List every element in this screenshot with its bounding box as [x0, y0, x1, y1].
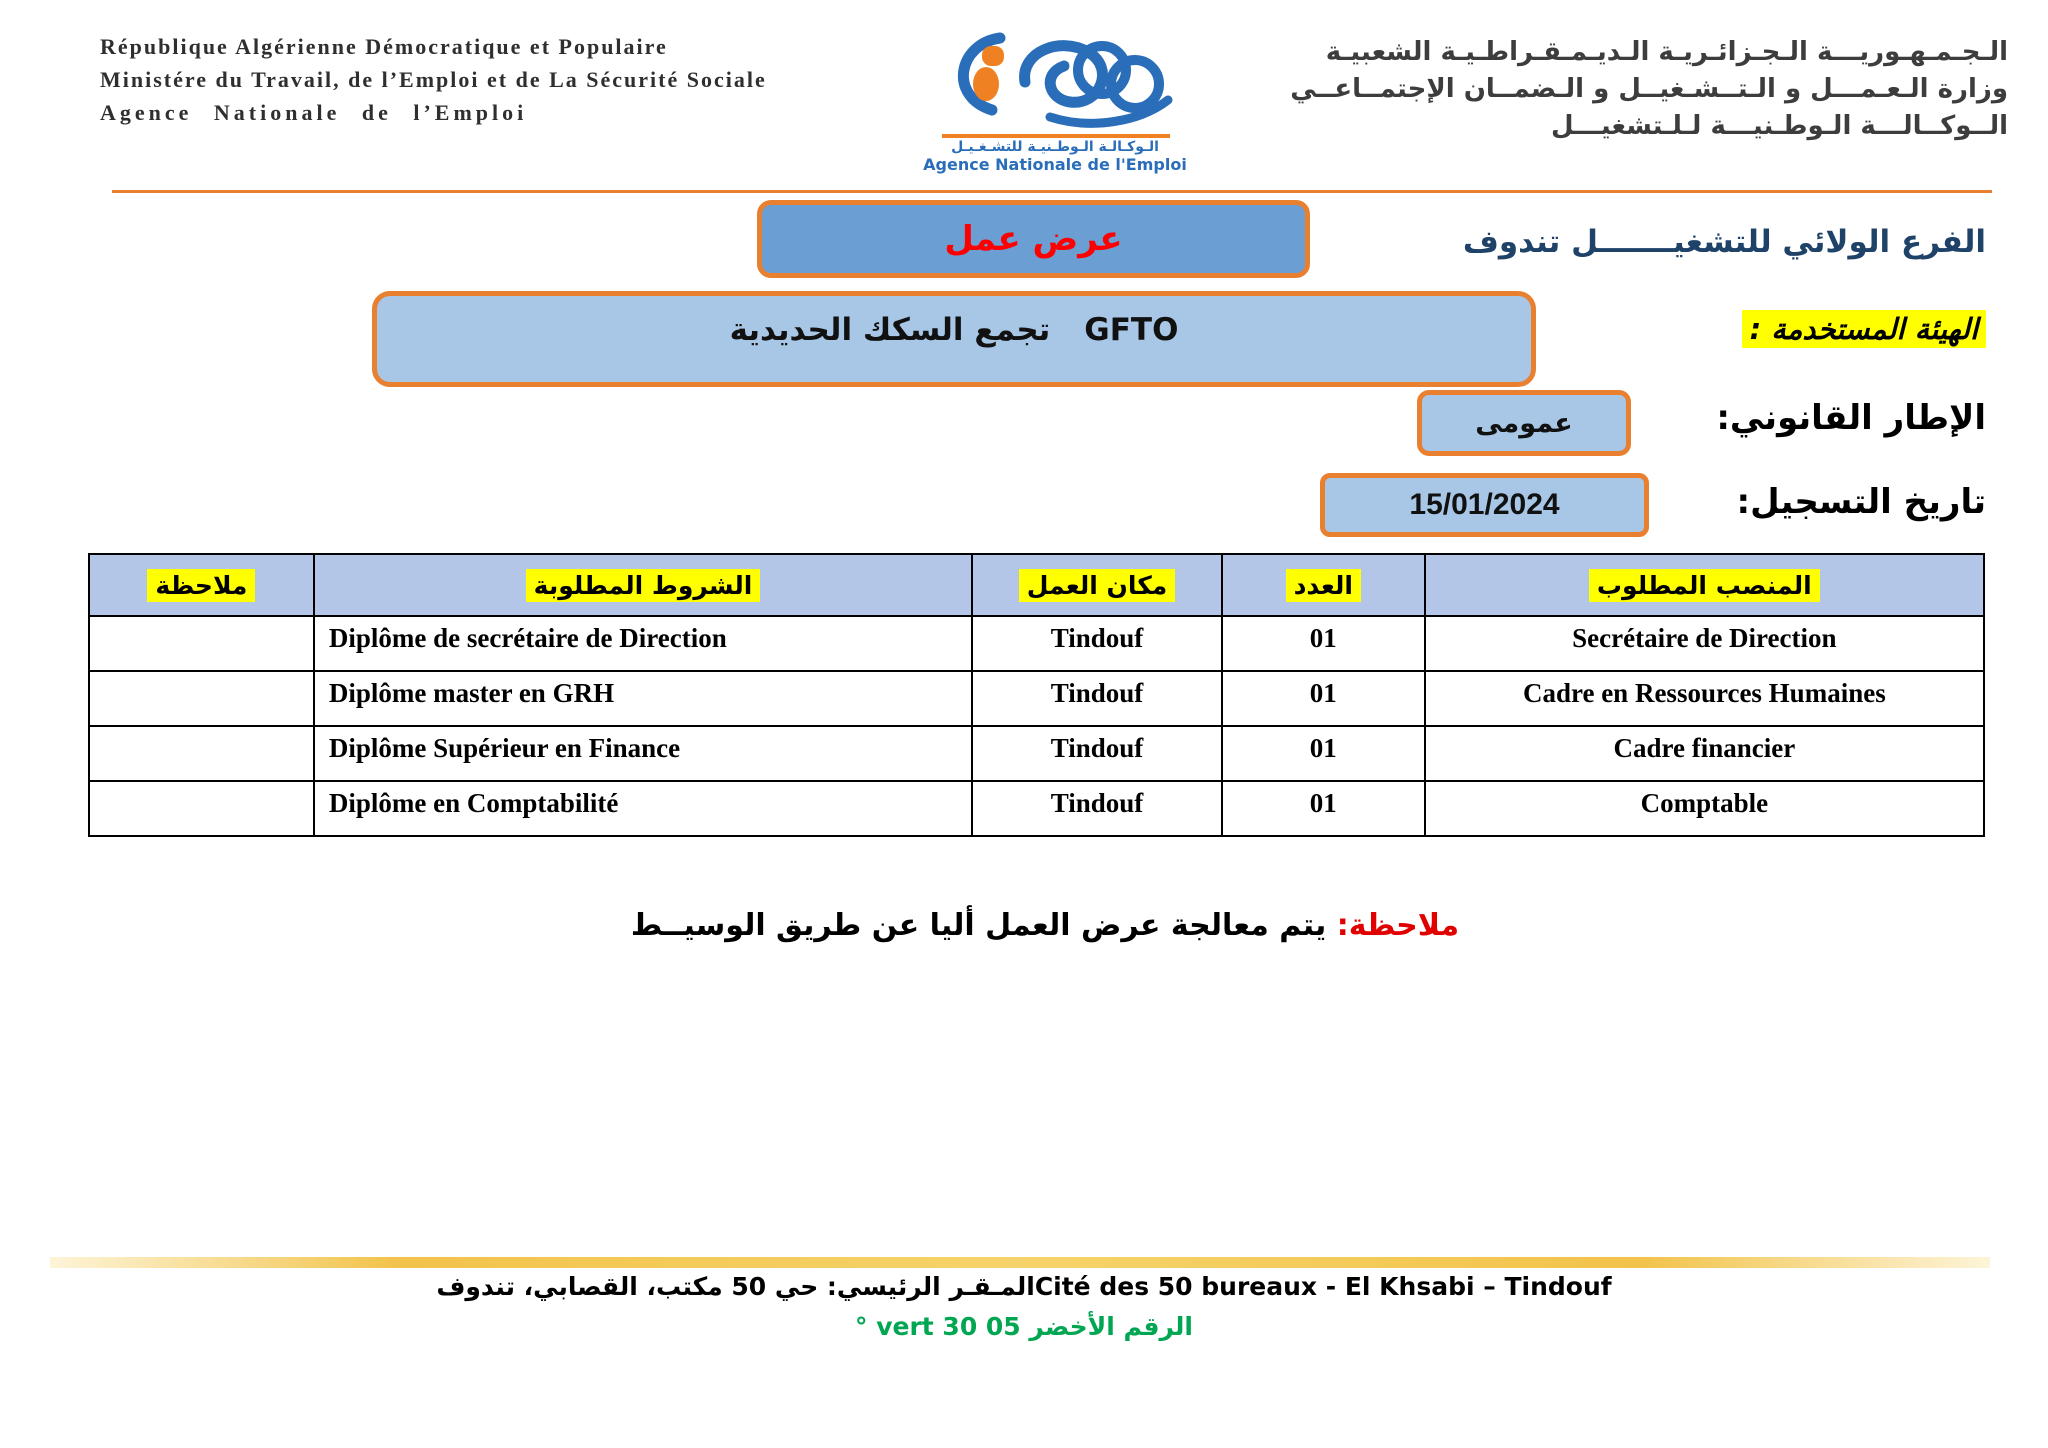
header-count: [1222, 554, 1425, 616]
legal-value-text: عمومى: [1475, 407, 1573, 439]
position-cell: Comptable: [1425, 781, 1984, 836]
employer-name-arabic: تجمع السكك الحديدية: [729, 312, 1051, 348]
conditions-cell: Diplôme master en GRH: [314, 671, 972, 726]
footer-address: [0, 1272, 2048, 1301]
note-label: ملاحظة:: [1336, 908, 1460, 943]
agency-line-fr: Agence Nationale de l’Emploi: [100, 100, 528, 125]
footer-address-french: Cité des 50 bureaux - El Khsabi – Tindouf: [1034, 1272, 1612, 1301]
table-row: [89, 671, 1984, 726]
date-label: تاريخ التسجيل:: [1736, 482, 1986, 522]
table-row: [89, 726, 1984, 781]
legal-value-box: [1417, 390, 1631, 456]
anem-logo: [920, 22, 1190, 182]
header-divider-line: [112, 190, 1992, 193]
header-count-text: العدد: [1286, 569, 1361, 602]
ministry-line-ar: وزارة الـعـمـــل و الـتــشـغيــل و الـضمــان الإجتمــاعــي: [1290, 74, 2008, 104]
republic-line-ar: الـجـمـهـوريـــة الـجـزائـريـة الـديـمـقـراطـيـة الشعبيـة: [1325, 37, 2008, 67]
table-header-row: [89, 554, 1984, 616]
green-number-value: ° vert 30 05: [854, 1312, 1030, 1341]
header-note: [89, 554, 314, 616]
anem-logo-icon: [930, 22, 1180, 140]
logo-french-name: Agence Nationale de l'Emploi: [923, 155, 1187, 174]
note-cell: [89, 726, 314, 781]
header-position: [1425, 554, 1984, 616]
ministry-line-fr: Ministére du Travail, de l’Emploi et de La Sécurité Sociale: [100, 67, 767, 92]
count-cell: 01: [1222, 616, 1425, 671]
header-location-text: مكان العمل: [1019, 569, 1176, 602]
note-cell: [89, 781, 314, 836]
note-cell: [89, 671, 314, 726]
offer-title-text: عرض عمل: [944, 219, 1123, 259]
location-cell: Tindouf: [972, 781, 1222, 836]
conditions-cell: Diplôme Supérieur en Finance: [314, 726, 972, 781]
date-value-text: 15/01/2024: [1409, 488, 1560, 521]
position-cell: Cadre en Ressources Humaines: [1425, 671, 1984, 726]
date-value-box: [1320, 473, 1649, 537]
footer-divider-line: [50, 1257, 1990, 1268]
logo-arabic-name: الـوكـالـة الـوطـنيـة للتشـغـيـل: [951, 139, 1159, 155]
position-cell: Cadre financier: [1425, 726, 1984, 781]
header-conditions-text: الشروط المطلوبة: [526, 569, 761, 602]
republic-line-fr: République Algérienne Démocratique et Populaire: [100, 34, 668, 59]
location-cell: Tindouf: [972, 616, 1222, 671]
header-position-text: المنصب المطلوب: [1589, 569, 1820, 602]
employer-label: [1742, 312, 1986, 346]
footer-green-number: [0, 1312, 2048, 1341]
note-text: يتم معالجة عرض العمل أليا عن طريق الوسيــط: [630, 908, 1327, 943]
offer-title-box: [757, 200, 1310, 278]
header-location: [972, 554, 1222, 616]
green-number-label: الرقم الأخضر: [1029, 1312, 1193, 1341]
header-note-text: ملاحظة: [147, 569, 255, 602]
ministry-header-fr: [100, 30, 820, 129]
branch-label: الفرع الولائي للتشغيـــــــل تندوف: [1462, 224, 1986, 260]
table-row: [89, 616, 1984, 671]
location-cell: Tindouf: [972, 726, 1222, 781]
note-cell: [89, 616, 314, 671]
footer-address-arabic: المـقـر الرئيسي: حي 50 مكتب، القصابي، تندوف: [436, 1272, 1035, 1301]
employer-label-highlight: الهيئة المستخدمة :: [1742, 310, 1986, 348]
conditions-cell: Diplôme en Comptabilité: [314, 781, 972, 836]
legal-label: الإطار القانوني:: [1716, 398, 1986, 438]
count-cell: 01: [1222, 671, 1425, 726]
position-cell: Secrétaire de Direction: [1425, 616, 1984, 671]
location-cell: Tindouf: [972, 671, 1222, 726]
count-cell: 01: [1222, 726, 1425, 781]
conditions-cell: Diplôme de secrétaire de Direction: [314, 616, 972, 671]
table-row: [89, 781, 1984, 836]
ministry-header-ar: [1208, 34, 2008, 145]
header-conditions: [314, 554, 972, 616]
processing-note: [0, 908, 2048, 943]
agency-line-ar: الــوكــالـــة الـوطـنيـــة لـلـتشغيـــل: [1551, 111, 2008, 141]
count-cell: 01: [1222, 781, 1425, 836]
employer-code: GFTO: [1084, 312, 1179, 348]
employer-value-box: [372, 291, 1536, 387]
jobs-table: [88, 553, 1985, 837]
